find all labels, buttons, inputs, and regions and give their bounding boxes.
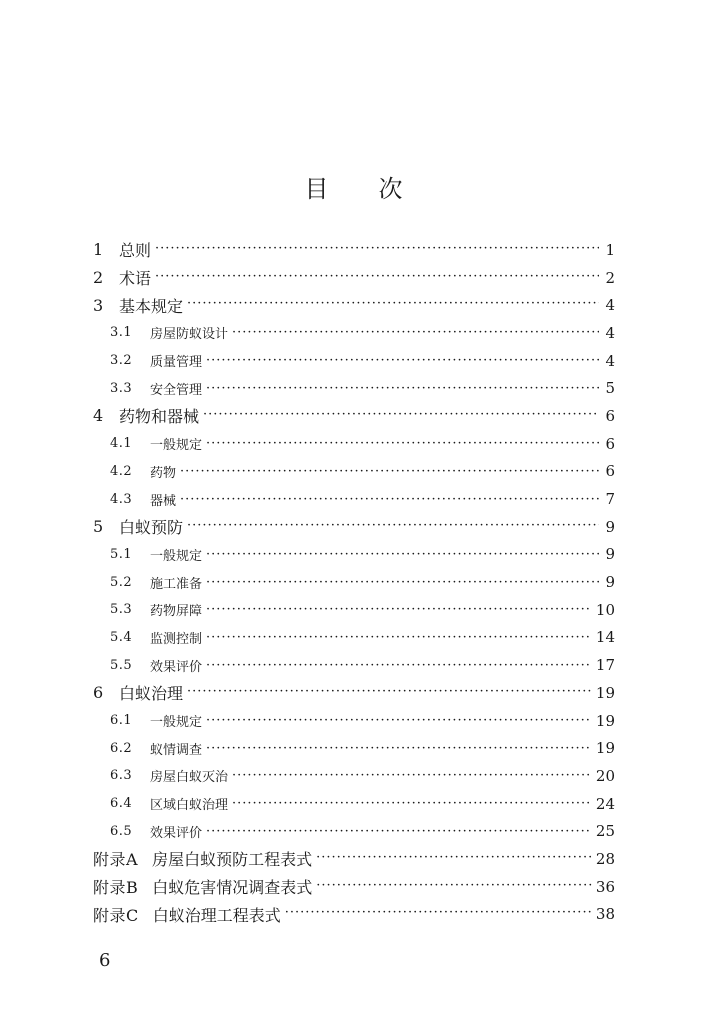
toc-entry[interactable] — [93, 402, 615, 430]
toc-leader-dots — [180, 493, 599, 506]
toc-entry-number: 6 — [93, 683, 104, 703]
toc-entry-title: 白蚁危害情况调查表式 — [152, 878, 313, 898]
toc-entry[interactable] — [93, 817, 615, 845]
toc-entry-page: 9 — [605, 545, 615, 564]
toc-entry[interactable] — [93, 790, 615, 818]
toc-leader-dots — [232, 326, 599, 339]
toc-entry-number: 6.4 — [110, 796, 133, 812]
toc-entry-title: 术语 — [119, 269, 152, 289]
toc-leader-dots — [206, 548, 599, 561]
toc-entry-page: 38 — [595, 905, 615, 924]
toc-entry[interactable] — [93, 458, 615, 486]
toc-entry-title: 药物和器械 — [119, 407, 200, 427]
toc-leader-dots — [232, 797, 592, 810]
toc-leader-dots — [206, 354, 599, 367]
toc-entry-title: 一般规定 — [150, 438, 203, 454]
toc-entry[interactable] — [93, 568, 615, 596]
toc-leader-dots — [206, 714, 592, 727]
toc-entry-number: 5 — [93, 517, 104, 537]
toc-entry-number: 附录B — [93, 878, 139, 898]
toc-entry-title: 白蚁治理工程表式 — [152, 905, 281, 925]
toc-entry-title: 白蚁预防 — [119, 518, 184, 538]
toc-entry-title: 白蚁治理 — [119, 684, 184, 704]
toc-entry-page: 24 — [595, 794, 615, 813]
page-number: 6 — [99, 950, 111, 971]
toc-entry-page: 9 — [605, 573, 615, 592]
toc-entry[interactable] — [93, 430, 615, 458]
toc-entry-title: 质量管理 — [150, 355, 203, 371]
title-char-2: 次 — [378, 174, 403, 203]
toc-entry-number: 4.1 — [110, 436, 133, 452]
toc-entry-page: 10 — [595, 600, 615, 619]
toc-leader-dots — [203, 408, 599, 424]
toc-leader-dots — [180, 465, 599, 478]
toc-entry[interactable] — [93, 762, 615, 790]
toc-entry-number: 附录A — [93, 850, 139, 870]
toc-leader-dots — [316, 879, 592, 895]
toc-entry[interactable] — [93, 651, 615, 679]
toc-entry[interactable] — [93, 541, 615, 569]
toc-entry-title: 区域白蚁治理 — [150, 798, 229, 814]
toc-entry[interactable] — [93, 624, 615, 652]
toc-leader-dots — [285, 906, 592, 922]
toc-entry-number: 4.3 — [110, 491, 133, 507]
title-char-1: 目 — [304, 174, 329, 203]
toc-entry-page: 19 — [595, 711, 615, 730]
toc-entry-page: 19 — [595, 739, 615, 758]
toc-entry[interactable] — [93, 679, 615, 707]
toc-entry[interactable] — [93, 873, 615, 901]
toc-entry-title: 药物屏障 — [150, 604, 203, 620]
toc-entry-number: 3.3 — [110, 380, 133, 396]
toc-entry-page: 5 — [605, 379, 615, 398]
table-of-contents — [93, 236, 615, 928]
toc-leader-dots — [206, 603, 592, 616]
toc-leader-dots — [206, 659, 592, 672]
toc-entry-title: 基本规定 — [119, 296, 184, 316]
toc-entry-title: 施工准备 — [150, 576, 203, 592]
toc-entry-number: 2 — [93, 268, 104, 288]
toc-entry-page: 6 — [605, 434, 615, 453]
toc-entry-page: 19 — [595, 683, 615, 702]
toc-entry-number: 6.3 — [110, 768, 133, 784]
toc-entry-title: 效果评价 — [150, 659, 203, 675]
toc-entry[interactable] — [93, 485, 615, 513]
toc-entry-page: 6 — [605, 462, 615, 481]
page-title — [0, 168, 707, 204]
toc-leader-dots — [187, 297, 599, 313]
toc-entry-page: 4 — [605, 323, 615, 342]
toc-leader-dots — [187, 519, 599, 535]
toc-entry-page: 14 — [595, 628, 615, 647]
toc-entry-page: 1 — [605, 240, 615, 259]
toc-entry[interactable] — [93, 236, 615, 264]
toc-leader-dots — [206, 382, 599, 395]
toc-leader-dots — [206, 576, 599, 589]
toc-entry-number: 5.1 — [110, 546, 133, 562]
toc-entry-page: 4 — [605, 296, 615, 315]
toc-entry-title: 器械 — [150, 493, 177, 509]
toc-leader-dots — [232, 769, 592, 782]
toc-entry[interactable] — [93, 374, 615, 402]
toc-leader-dots — [187, 685, 592, 701]
toc-entry-number: 4 — [93, 406, 104, 426]
toc-entry-number: 4.2 — [110, 463, 133, 479]
toc-entry-title: 安全管理 — [150, 382, 203, 398]
toc-leader-dots — [206, 825, 592, 838]
toc-leader-dots — [206, 631, 592, 644]
toc-entry[interactable] — [93, 707, 615, 735]
toc-entry[interactable] — [93, 347, 615, 375]
toc-entry-title: 蚁情调查 — [150, 742, 203, 758]
toc-entry-page: 20 — [595, 766, 615, 785]
toc-entry-page: 6 — [605, 406, 615, 425]
toc-entry-number: 6.1 — [110, 713, 133, 729]
toc-entry-page: 4 — [605, 351, 615, 370]
toc-entry[interactable] — [93, 734, 615, 762]
toc-leader-dots — [155, 270, 599, 286]
toc-entry-title: 房屋白蚁预防工程表式 — [152, 850, 313, 870]
toc-entry-page: 7 — [605, 490, 615, 509]
toc-entry-page: 25 — [595, 822, 615, 841]
toc-leader-dots — [206, 437, 599, 450]
toc-entry[interactable] — [93, 596, 615, 624]
toc-entry-number: 5.4 — [110, 629, 133, 645]
toc-entry-title: 房屋白蚁灭治 — [150, 770, 229, 786]
toc-entry-number: 5.3 — [110, 602, 133, 618]
toc-entry[interactable] — [93, 513, 615, 541]
toc-entry-page: 36 — [595, 877, 615, 896]
toc-entry-title: 一般规定 — [150, 548, 203, 564]
toc-entry-number: 5.2 — [110, 574, 133, 590]
toc-entry-number: 3.2 — [110, 353, 133, 369]
toc-entry[interactable] — [93, 264, 615, 292]
toc-entry[interactable] — [93, 845, 615, 873]
toc-entry-title: 房屋防蚁设计 — [150, 327, 229, 343]
toc-leader-dots — [155, 242, 599, 258]
toc-entry-title: 监测控制 — [150, 631, 203, 647]
toc-entry[interactable] — [93, 901, 615, 929]
toc-entry-page: 9 — [605, 517, 615, 536]
toc-entry-title: 一般规定 — [150, 715, 203, 731]
toc-entry-title: 药物 — [150, 465, 177, 481]
toc-entry-title: 效果评价 — [150, 825, 203, 841]
toc-entry-page: 17 — [595, 656, 615, 675]
toc-entry-number: 3 — [93, 295, 104, 315]
toc-entry-page: 2 — [605, 268, 615, 287]
toc-entry-number: 3.1 — [110, 325, 133, 341]
toc-leader-dots — [206, 742, 592, 755]
toc-entry-number: 附录C — [93, 905, 139, 925]
toc-entry[interactable] — [93, 291, 615, 319]
toc-entry-number: 6.2 — [110, 740, 133, 756]
toc-entry-number: 5.5 — [110, 657, 133, 673]
toc-entry[interactable] — [93, 319, 615, 347]
toc-entry-number: 1 — [93, 240, 104, 260]
toc-entry-title: 总则 — [119, 241, 152, 261]
toc-entry-page: 28 — [595, 849, 615, 868]
toc-leader-dots — [316, 851, 592, 867]
toc-entry-number: 6.5 — [110, 823, 133, 839]
